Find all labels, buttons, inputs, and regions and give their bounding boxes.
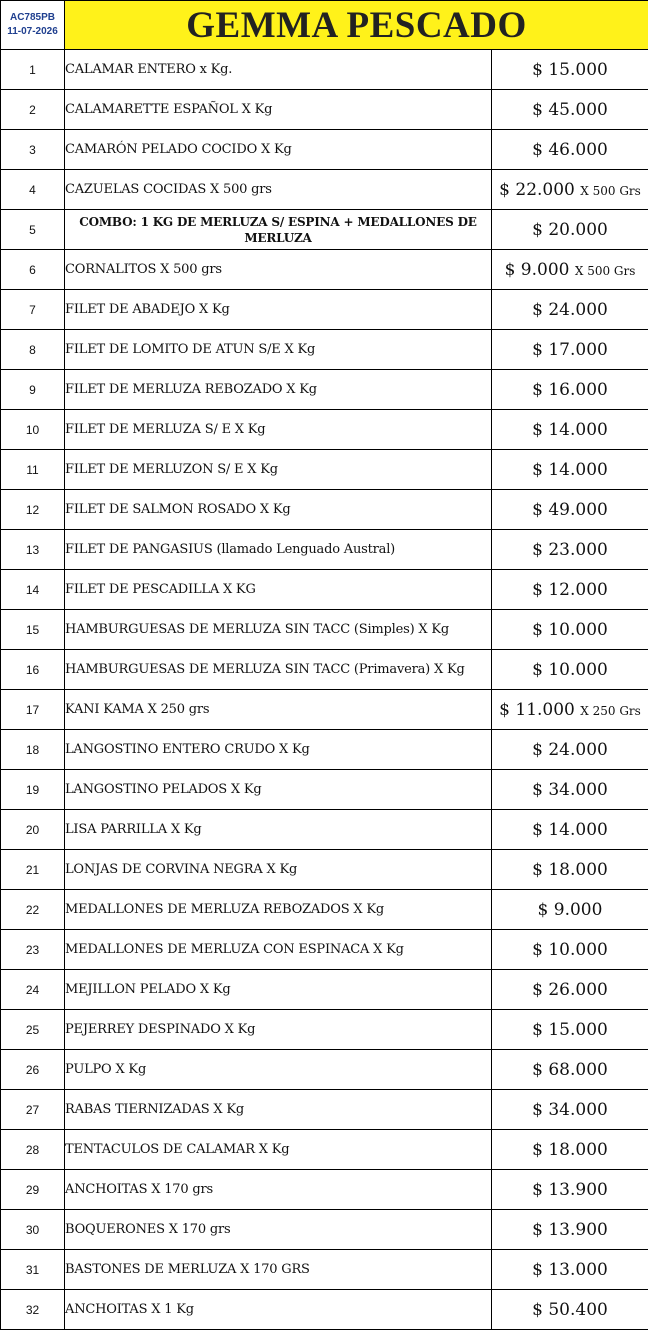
item-number: 2 bbox=[1, 90, 65, 130]
product-name: FILET DE PANGASIUS (llamado Lenguado Austral) bbox=[65, 530, 492, 570]
item-number: 15 bbox=[1, 610, 65, 650]
price-value: $ 18.000 bbox=[532, 1139, 608, 1160]
price-value: $ 12.000 bbox=[532, 579, 608, 600]
item-number: 13 bbox=[1, 530, 65, 570]
item-number: 11 bbox=[1, 450, 65, 490]
price-cell bbox=[492, 890, 648, 930]
page-title: GEMMA PESCADO bbox=[65, 1, 648, 50]
price-cell bbox=[492, 850, 648, 890]
table-row bbox=[1, 330, 648, 370]
product-name: MEDALLONES DE MERLUZA CON ESPINACA X Kg bbox=[65, 930, 492, 970]
price-value: $ 14.000 bbox=[532, 419, 608, 440]
price-unit: X 250 Grs bbox=[580, 703, 641, 718]
table-row bbox=[1, 690, 648, 730]
product-name: FILET DE MERLUZA REBOZADO X Kg bbox=[65, 370, 492, 410]
table-row bbox=[1, 1290, 648, 1330]
table-row bbox=[1, 450, 648, 490]
product-name: FILET DE ABADEJO X Kg bbox=[65, 290, 492, 330]
item-number: 22 bbox=[1, 890, 65, 930]
price-cell bbox=[492, 930, 648, 970]
product-name: LANGOSTINO ENTERO CRUDO X Kg bbox=[65, 730, 492, 770]
price-value: $ 11.000 bbox=[499, 699, 575, 720]
item-number: 27 bbox=[1, 1090, 65, 1130]
item-number: 31 bbox=[1, 1250, 65, 1290]
item-number: 19 bbox=[1, 770, 65, 810]
product-name: FILET DE LOMITO DE ATUN S/E X Kg bbox=[65, 330, 492, 370]
price-value: $ 9.000 bbox=[537, 899, 603, 920]
table-row bbox=[1, 290, 648, 330]
table-row bbox=[1, 170, 648, 210]
item-number: 12 bbox=[1, 490, 65, 530]
product-name: TENTACULOS DE CALAMAR X Kg bbox=[65, 1130, 492, 1170]
price-cell bbox=[492, 290, 648, 330]
table-row bbox=[1, 730, 648, 770]
item-number: 4 bbox=[1, 170, 65, 210]
price-value: $ 45.000 bbox=[532, 99, 608, 120]
item-number: 24 bbox=[1, 970, 65, 1010]
table-row bbox=[1, 1210, 648, 1250]
item-number: 30 bbox=[1, 1210, 65, 1250]
price-cell bbox=[492, 1010, 648, 1050]
table-row bbox=[1, 490, 648, 530]
price-value: $ 13.900 bbox=[532, 1179, 608, 1200]
price-value: $ 34.000 bbox=[532, 779, 608, 800]
item-number: 20 bbox=[1, 810, 65, 850]
table-row bbox=[1, 810, 648, 850]
price-cell bbox=[492, 650, 648, 690]
table-row bbox=[1, 250, 648, 290]
price-unit: X 500 Grs bbox=[574, 263, 636, 278]
price-cell bbox=[492, 970, 648, 1010]
price-value: $ 15.000 bbox=[532, 1019, 608, 1040]
price-cell bbox=[492, 570, 648, 610]
product-name: BOQUERONES X 170 grs bbox=[65, 1210, 492, 1250]
item-number: 8 bbox=[1, 330, 65, 370]
table-row bbox=[1, 850, 648, 890]
price-value: $ 13.000 bbox=[532, 1259, 608, 1280]
price-cell bbox=[492, 1290, 648, 1330]
table-row bbox=[1, 410, 648, 450]
item-number: 16 bbox=[1, 650, 65, 690]
item-number: 25 bbox=[1, 1010, 65, 1050]
price-value: $ 13.900 bbox=[532, 1219, 608, 1240]
product-name: HAMBURGUESAS DE MERLUZA SIN TACC (Simples) X Kg bbox=[65, 610, 492, 650]
price-cell bbox=[492, 210, 648, 250]
item-number: 14 bbox=[1, 570, 65, 610]
price-value: $ 49.000 bbox=[532, 499, 608, 520]
price-cell bbox=[492, 1130, 648, 1170]
product-name: RABAS TIERNIZADAS X Kg bbox=[65, 1090, 492, 1130]
price-cell bbox=[492, 1090, 648, 1130]
table-row bbox=[1, 1170, 648, 1210]
product-name: FILET DE MERLUZA S/ E X Kg bbox=[65, 410, 492, 450]
price-value: $ 9.000 bbox=[504, 259, 570, 280]
price-cell bbox=[492, 370, 648, 410]
product-name: MEDALLONES DE MERLUZA REBOZADOS X Kg bbox=[65, 890, 492, 930]
price-value: $ 26.000 bbox=[532, 979, 608, 1000]
item-number: 28 bbox=[1, 1130, 65, 1170]
price-value: $ 10.000 bbox=[532, 619, 608, 640]
product-name: LONJAS DE CORVINA NEGRA X Kg bbox=[65, 850, 492, 890]
item-number: 32 bbox=[1, 1290, 65, 1330]
table-row bbox=[1, 130, 648, 170]
table-row bbox=[1, 1090, 648, 1130]
product-name: CAZUELAS COCIDAS X 500 grs bbox=[65, 170, 492, 210]
price-cell bbox=[492, 450, 648, 490]
price-cell bbox=[492, 1170, 648, 1210]
price-cell bbox=[492, 90, 648, 130]
price-list-body bbox=[1, 1, 648, 1330]
product-name: HAMBURGUESAS DE MERLUZA SIN TACC (Primavera) X Kg bbox=[65, 650, 492, 690]
product-name: COMBO: 1 KG DE MERLUZA S/ ESPINA + MEDALLONES DE MERLUZA bbox=[65, 210, 492, 250]
price-value: $ 34.000 bbox=[532, 1099, 608, 1120]
table-row bbox=[1, 1050, 648, 1090]
item-number: 17 bbox=[1, 690, 65, 730]
product-name: BASTONES DE MERLUZA X 170 GRS bbox=[65, 1250, 492, 1290]
product-name: ANCHOITAS X 170 grs bbox=[65, 1170, 492, 1210]
table-row bbox=[1, 890, 648, 930]
table-row bbox=[1, 1250, 648, 1290]
price-value: $ 24.000 bbox=[532, 739, 608, 760]
price-cell bbox=[492, 330, 648, 370]
price-value: $ 18.000 bbox=[532, 859, 608, 880]
price-unit: X 500 Grs bbox=[580, 183, 641, 198]
item-number: 29 bbox=[1, 1170, 65, 1210]
item-number: 1 bbox=[1, 50, 65, 90]
list-date: 11-07-2026 bbox=[7, 26, 58, 37]
product-name: CALAMARETTE ESPAÑOL X Kg bbox=[65, 90, 492, 130]
price-cell bbox=[492, 1050, 648, 1090]
item-number: 23 bbox=[1, 930, 65, 970]
product-name: CORNALITOS X 500 grs bbox=[65, 250, 492, 290]
price-cell bbox=[492, 810, 648, 850]
price-cell bbox=[492, 250, 648, 290]
table-row bbox=[1, 930, 648, 970]
price-cell bbox=[492, 1250, 648, 1290]
item-number: 6 bbox=[1, 250, 65, 290]
product-name: CALAMAR ENTERO x Kg. bbox=[65, 50, 492, 90]
price-value: $ 16.000 bbox=[532, 379, 608, 400]
header-row bbox=[1, 1, 648, 50]
item-number: 26 bbox=[1, 1050, 65, 1090]
table-row bbox=[1, 650, 648, 690]
price-value: $ 23.000 bbox=[532, 539, 608, 560]
price-value: $ 17.000 bbox=[532, 339, 608, 360]
price-cell bbox=[492, 130, 648, 170]
product-name: PEJERREY DESPINADO X Kg bbox=[65, 1010, 492, 1050]
table-row bbox=[1, 1130, 648, 1170]
price-value: $ 20.000 bbox=[532, 219, 608, 240]
price-cell bbox=[492, 490, 648, 530]
price-value: $ 46.000 bbox=[532, 139, 608, 160]
price-cell bbox=[492, 530, 648, 570]
table-row bbox=[1, 90, 648, 130]
item-number: 3 bbox=[1, 130, 65, 170]
price-value: $ 10.000 bbox=[532, 659, 608, 680]
item-number: 21 bbox=[1, 850, 65, 890]
price-value: $ 68.000 bbox=[532, 1059, 608, 1080]
price-value: $ 15.000 bbox=[532, 59, 608, 80]
price-cell bbox=[492, 730, 648, 770]
table-row bbox=[1, 1010, 648, 1050]
item-number: 5 bbox=[1, 210, 65, 250]
price-cell bbox=[492, 50, 648, 90]
product-name: ANCHOITAS X 1 Kg bbox=[65, 1290, 492, 1330]
product-name: LISA PARRILLA X Kg bbox=[65, 810, 492, 850]
price-value: $ 10.000 bbox=[532, 939, 608, 960]
price-value: $ 22.000 bbox=[499, 179, 575, 200]
item-number: 18 bbox=[1, 730, 65, 770]
table-row bbox=[1, 610, 648, 650]
table-row bbox=[1, 970, 648, 1010]
price-value: $ 14.000 bbox=[532, 819, 608, 840]
price-cell bbox=[492, 610, 648, 650]
price-value: $ 24.000 bbox=[532, 299, 608, 320]
item-number: 9 bbox=[1, 370, 65, 410]
price-cell bbox=[492, 410, 648, 450]
table-row bbox=[1, 530, 648, 570]
table-row bbox=[1, 570, 648, 610]
table-row bbox=[1, 50, 648, 90]
table-row bbox=[1, 770, 648, 810]
table-row bbox=[1, 370, 648, 410]
list-code-cell bbox=[1, 1, 65, 50]
product-name: KANI KAMA X 250 grs bbox=[65, 690, 492, 730]
list-code: AC785PB bbox=[9, 12, 56, 23]
product-name: CAMARÓN PELADO COCIDO X Kg bbox=[65, 130, 492, 170]
price-cell bbox=[492, 690, 648, 730]
table-row bbox=[1, 210, 648, 250]
product-name: FILET DE MERLUZON S/ E X Kg bbox=[65, 450, 492, 490]
price-cell bbox=[492, 770, 648, 810]
product-name: PULPO X Kg bbox=[65, 1050, 492, 1090]
price-value: $ 50.400 bbox=[532, 1299, 608, 1320]
product-name: MEJILLON PELADO X Kg bbox=[65, 970, 492, 1010]
item-number: 10 bbox=[1, 410, 65, 450]
price-cell bbox=[492, 170, 648, 210]
product-name: FILET DE SALMON ROSADO X Kg bbox=[65, 490, 492, 530]
price-cell bbox=[492, 1210, 648, 1250]
product-name: FILET DE PESCADILLA X KG bbox=[65, 570, 492, 610]
product-name: LANGOSTINO PELADOS X Kg bbox=[65, 770, 492, 810]
price-value: $ 14.000 bbox=[532, 459, 608, 480]
item-number: 7 bbox=[1, 290, 65, 330]
